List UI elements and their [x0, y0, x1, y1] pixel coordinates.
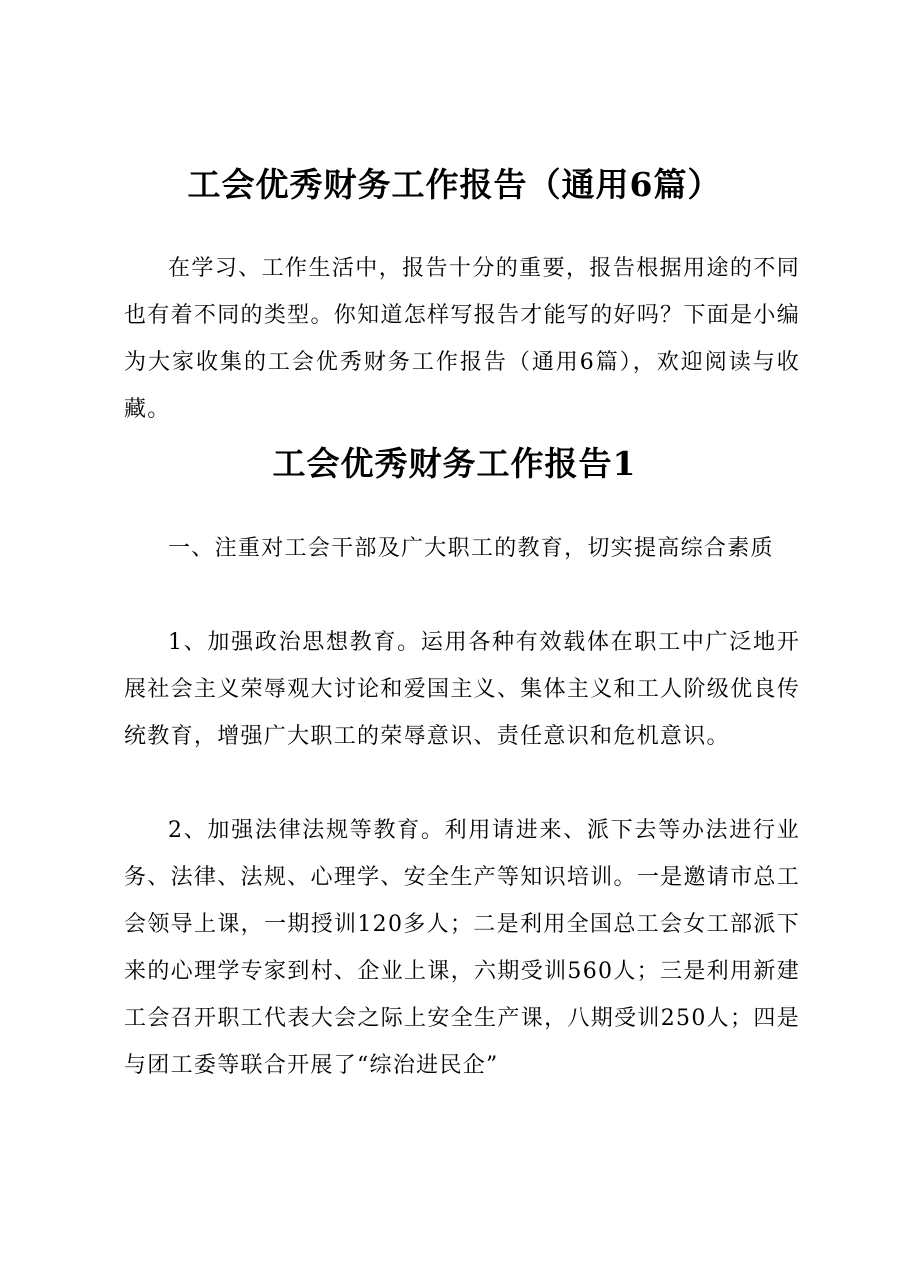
- section-heading-paragraph: 一、注重对工会干部及广大职工的教育，切实提高综合素质: [168, 536, 774, 561]
- intro-paragraph: 在学习、工作生活中，报告十分的重要，报告根据用途的不同也有着不同的类型。你知道怎样写报告才能写的好吗？下面是小编为大家收集的工会优秀财务工作报告（通用6篇），欢迎阅读与收藏。: [124, 256, 800, 422]
- section-title: 工会优秀财务工作报告1: [272, 444, 637, 483]
- item-one-paragraph: 1、加强政治思想教育。运用各种有效载体在职工中广泛地开展社会主义荣辱观大讨论和爱国主义、集体主义和工人阶级优良传统教育，增强广大职工的荣辱意识、责任意识和危机意识。: [124, 630, 800, 749]
- document-title: 工会优秀财务工作报告（通用6篇）: [187, 165, 722, 204]
- item-two-paragraph: 2、加强法律法规等教育。利用请进来、派下去等办法进行业务、法律、法规、心理学、安全生产等知识培训。一是邀请市总工会领导上课，一期授训120多人；二是利用全国总工会女工部派下来的心理学专家到村、企业上课，六期受训560人；三是利用新建工会召开职工代表大会之际上安全生产课，八期受训250人；四是与团工委等联合开展了“综治进民企”: [124, 818, 800, 1078]
